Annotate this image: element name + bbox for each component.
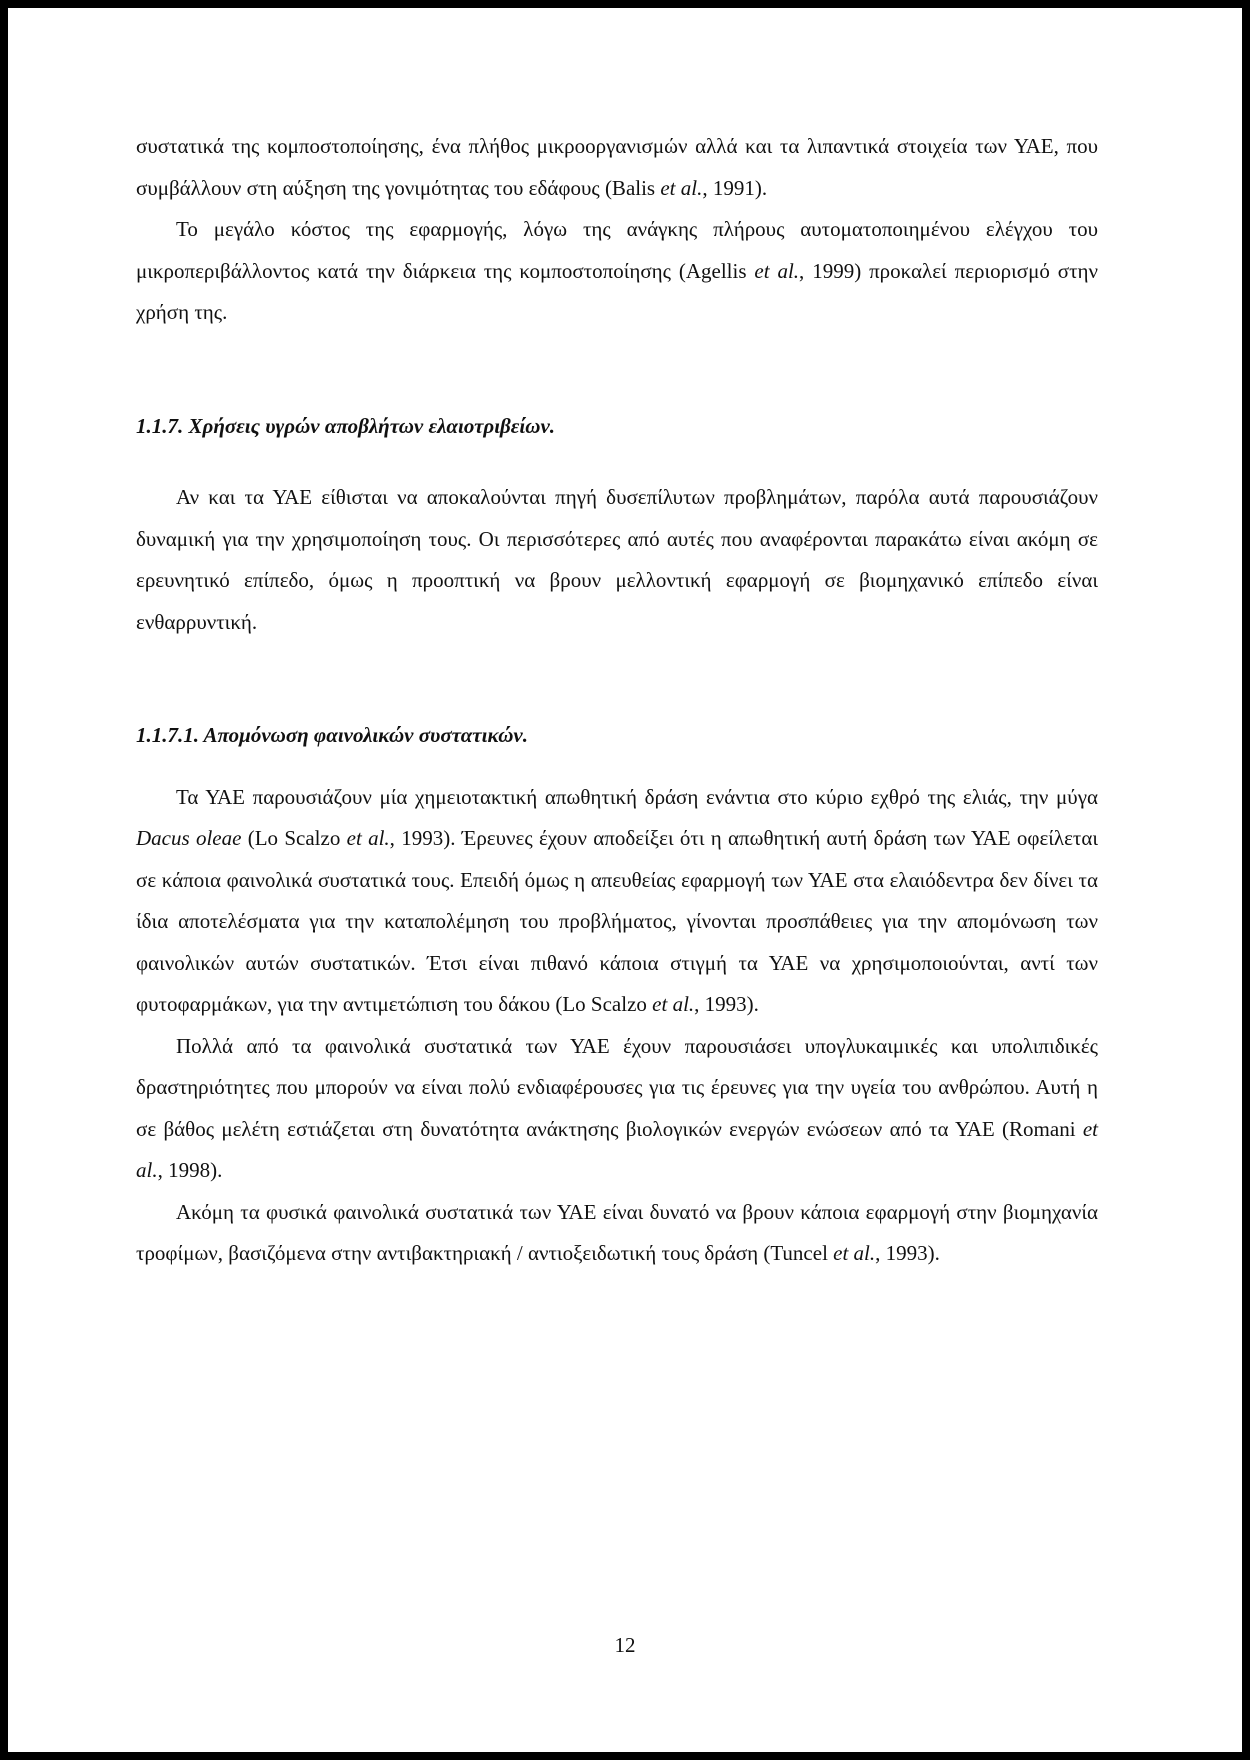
page-content <box>136 126 1098 1275</box>
section-heading-1-1-7-1: 1.1.7.1. Απομόνωση φαινολικών συστατικών. <box>136 723 528 747</box>
paragraph-phenolic-3: Ακόμη τα φυσικά φαινολικά συστατικά των ΥΑΕ είναι δυνατό να βρουν κάποια εφαρμογή στην βιομηχανία τροφίμων, βασιζόμενα στην αντιβακτηριακή / αντιοξειδωτική τους δράση (Tuncel et al., 1993). <box>136 1199 1098 1265</box>
paragraph-phenolic-2: Πολλά από τα φαινολικά συστατικά των ΥΑΕ έχουν παρουσιάσει υπογλυκαιμικές και υπολιπιδικές δραστηριότητες που μπορούν να είναι πολύ ενδιαφέρουσες για τις έρευνες για την υγεία του ανθρώπου. Αυτή η σε βάθος μελέτη εστιάζεται στη δυνατότητα ανάκτησης βιολογικών ενεργών ενώσεων από τα ΥΑΕ (Romani et al., 1998). <box>136 1033 1098 1182</box>
paragraph-uses: Αν και τα ΥΑΕ είθισται να αποκαλούνται πηγή δυσεπίλυτων προβλημάτων, παρόλα αυτά παρουσιάζουν δυναμική για την χρησιμοποίηση τους. Οι περισσότερες από αυτές που αναφέρονται παρακάτω είναι ακόμη σε ερευνητικό επίπεδο, όμως η προοπτική να βρουν μελλοντική εφαρμογή σε βιομηχανικό επίπεδο είναι ενθαρρυντική. <box>136 485 1098 634</box>
section-heading-1-1-7: 1.1.7. Χρήσεις υγρών αποβλήτων ελαιοτριβείων. <box>136 413 556 438</box>
paragraph-intro-2: Το μεγάλο κόστος της εφαρμογής, λόγω της ανάγκης πλήρους αυτοματοποιημένου ελέγχου του μικροπεριβάλλοντος κατά την διάρκεια της κομποστοποίησης (Agellis et al., 1999) προκαλεί περιορισμό στην χρήση της. <box>136 217 1098 324</box>
paragraph-intro-1: συστατικά της κομποστοποίησης, ένα πλήθος μικροοργανισμών αλλά και τα λιπαντικά στοιχεία των ΥΑΕ, που συμβάλλουν στη αύξηση της γονιμότητας του εδάφους (Balis et al., 1991). <box>136 134 1098 200</box>
paragraph-phenolic-1: Τα ΥΑΕ παρουσιάζουν μία χημειοτακτική απωθητική δράση ενάντια στο κύριο εχθρό της ελιάς, την μύγα Dacus oleae (Lo Scalzo et al., 1993). Έρευνες έχουν αποδείξει ότι η απωθητική αυτή δράση των ΥΑΕ οφείλεται σε κάποια φαινολικά συστατικά τους. Επειδή όμως η απευθείας εφαρμογή των ΥΑΕ στα ελαιόδεντρα δεν δίνει τα ίδια αποτελέσματα για την καταπολέμηση του προβλήματος, γίνονται προσπάθειες για την απομόνωση των φαινολικών αυτών συστατικών. Έτσι είναι πιθανό κάποια στιγμή τα ΥΑΕ να χρησιμοποιούνται, αντί των φυτοφαρμάκων, για την αντιμετώπιση του δάκου (Lo Scalzo et al., 1993). <box>136 784 1099 1016</box>
page-number: 12 <box>614 1633 636 1657</box>
document-page <box>8 8 1242 1752</box>
